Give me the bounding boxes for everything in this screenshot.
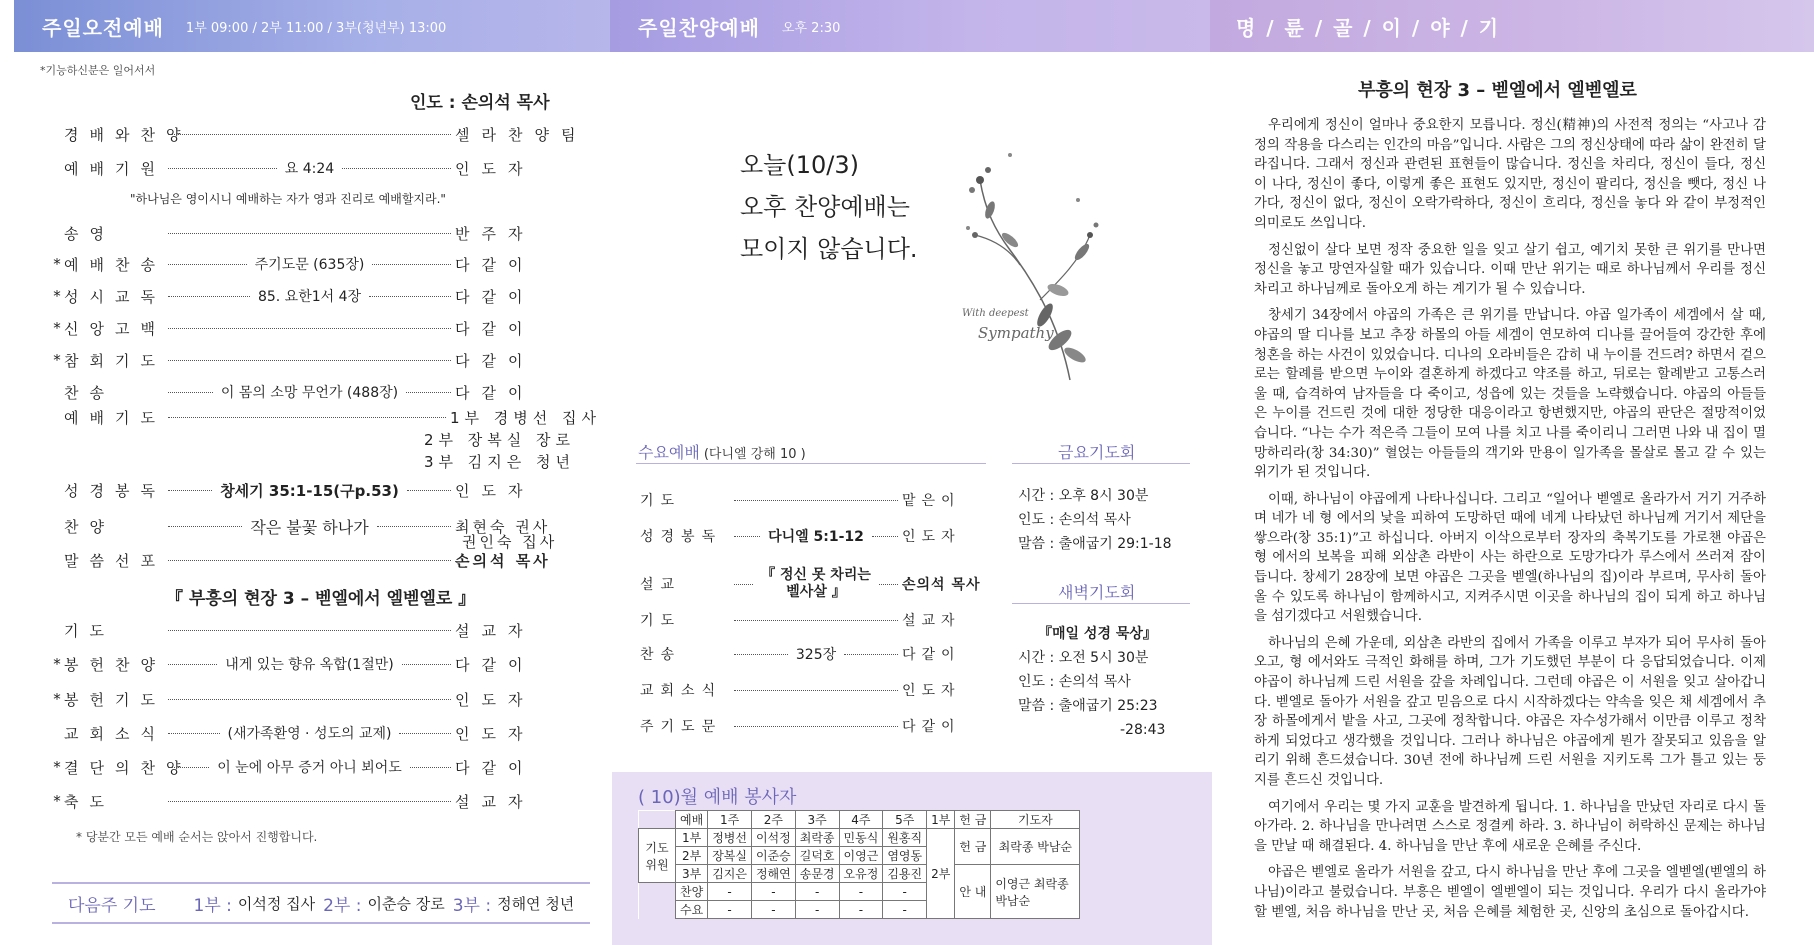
order-label: 교회소식 [640,683,723,699]
table-row [639,829,1080,847]
notice-line: 오늘(10/3) [740,151,859,179]
wednesday-subtitle: (다니엘 강해 10 ) [703,447,806,462]
table-cell: 최락종 박남순 [991,829,1080,865]
leader-dots [734,689,898,691]
wednesday-row [640,606,980,634]
table-cell: 민동식 [839,829,883,847]
wednesday-row [640,522,980,550]
order-label: 찬송 [640,647,682,663]
order-right: 다같이 [455,383,535,402]
table-header: 3주 [795,811,839,829]
order-row-scripture [50,478,560,502]
table-group: 기도 위원 [639,829,676,883]
header-column-title: 명 / 륜 / 골 / 이 / 야 / 기 [1236,15,1501,40]
table-header: 1주 [708,811,752,829]
order-row [50,721,560,745]
order-label: 봉헌찬양 [64,655,166,674]
leader-dots [844,653,898,655]
volunteers-table [638,810,1080,919]
leader-dots [369,295,451,297]
table-cell: 송문경 [795,865,839,883]
order-detail: 내게 있는 향유 옥합(1절만) [225,657,394,673]
leader-dots [168,663,217,665]
table-cell: 이준승 [751,847,795,865]
prayer-line-3: 3부 김지은 청년 [424,453,576,471]
stand-note: *기능하신분은 일어서서 [40,64,156,77]
order-row [50,348,560,372]
order-label: 결단의찬양 [64,758,192,777]
table-header: 4주 [839,811,883,829]
dawn-title: 새벽기도회 [1058,583,1136,602]
prayer-line-2: 2부 장복실 장로 [424,431,576,449]
header-morning-times: 1부 09:00 / 2부 11:00 / 3부(청년부) 13:00 [185,20,447,36]
order-right: 다같이 [455,319,535,338]
dawn-line: -28:43 [1120,722,1166,738]
table-cell: 원홍직 [883,829,927,847]
leader-dots [872,535,898,537]
dawn-line: 시간 : 오전 5시 30분 [1018,650,1149,666]
required-star: * [53,351,61,369]
order-right: 다같이 [455,351,535,370]
order-right: 다같이 [455,287,535,306]
leader-dots [168,167,277,169]
order-label: 참회기도 [64,351,166,370]
header-afternoon-times: 오후 2:30 [781,20,841,36]
order-label: 축도 [64,792,115,811]
table-header: 1부 [927,811,955,829]
order-label: 봉헌기도 [64,690,166,709]
scripture-quote: "하나님은 영이시니 예배하는 자가 영과 진리로 예배할지라." [130,192,446,206]
table-header: 헌 금 [955,811,991,829]
order-label: 예배찬송 [64,255,166,274]
leader-dots [168,800,451,802]
order-row [50,284,560,308]
leader-dots [168,327,451,329]
table-header: 2주 [751,811,795,829]
order-row [50,755,560,779]
divider [1012,463,1190,464]
table-cell [639,811,676,829]
order-detail: 이 몸의 소망 무언가 (488장) [220,385,399,401]
order-detail: 325장 [795,647,837,663]
column-paragraph: 정신없이 살다 보면 정작 중요한 일을 잊고 살기 쉽고, 예기치 못한 큰 위기를 만나면 정신을 놓고 망연자실할 때가 있습니다. 이때 만난 위기는 때로 하나님께서 우리를 정신 차리고 하나님께로 돌아오게 하는 계기가 될 수 있습니다. [1254,242,1766,297]
order-detail: 85. 요한1서 4장 [257,289,362,305]
leader-dots [734,653,788,655]
leader-dots [342,167,451,169]
table-cell: 염영동 [883,847,927,865]
order-right: 반주자 [455,224,535,243]
required-star: * [53,758,61,776]
table-cell: - [883,883,927,901]
column-paragraph: 여기에서 우리는 몇 가지 교훈을 발견하게 됩니다. 1. 하나님을 만났던 자리로 다시 돌아가라. 2. 하나님을 만나려면 스스로 정결케 하라. 3. 하나님이 허락하신 문제는 하나님을 만날 때 해결된다. 4. 하나님을 만난 후에 새로운 은혜를 주신다. [1254,799,1766,854]
order-detail: 요 4:24 [284,161,335,177]
header-column [1210,0,1814,52]
header-afternoon-title: 주일찬양예배 [638,15,760,40]
wednesday-row [640,676,980,704]
table-cell: 최락종 [795,829,839,847]
table-cell: - [795,883,839,901]
notice-line: 모이지 않습니다. [740,235,918,263]
order-label: 교회소식 [64,724,166,743]
leader-dots [168,359,451,361]
prayer-line-1: 1부 경병선 집사 [450,408,602,427]
leader-dots [168,732,220,734]
order-label: 주기도문 [640,719,723,735]
divider [1012,603,1190,604]
table-cell: - [839,883,883,901]
order-row [50,122,588,146]
table-cell: 김지은 [708,865,752,883]
required-star: * [53,255,61,273]
header-afternoon [610,0,1210,52]
order-right: 셀라찬양팀 [455,125,588,144]
leader-dots [168,766,209,768]
order-row-prayer [50,405,602,429]
required-star: * [53,319,61,337]
leader-dots [879,583,898,585]
table-cell: - [751,883,795,901]
order-right: 인도자 [455,690,535,709]
order-row-sermon [50,548,560,572]
table-cell: 1부 [676,829,708,847]
leader-dots [734,535,760,537]
order-row [50,652,560,676]
order-right: 맡은이 [902,493,961,509]
table-cell: - [795,901,839,919]
next-prayer-2: 이춘승 장로 [367,894,445,913]
leader-dots [168,263,247,265]
friday-line: 시간 : 오후 8시 30분 [1018,488,1149,504]
leader-dots [734,725,898,727]
notice-line: 오후 찬양예배는 [740,193,910,221]
order-label: 성경봉독 [64,481,166,500]
next-prayer-3-key: 3부 : [452,895,492,916]
order-label: 신앙고백 [64,319,166,338]
required-star: * [53,792,61,810]
order-row [50,618,560,642]
order-right: 다같이 [902,647,961,663]
flower-illustration [950,140,1110,390]
order-row [50,789,560,813]
order-detail: 『 정신 못 차리는 벨사살 』 [761,567,871,600]
volunteers-month: ( 10) [638,787,681,808]
table-cell: 수요 [676,901,708,919]
sermon-title: 『 부흥의 현장 3 – 벧엘에서 엘벧엘로 』 [166,589,476,609]
leader-dots [168,232,451,234]
seated-note: * 당분간 모든 예배 순서는 앉아서 진행합니다. [76,830,318,844]
leader-dots [734,583,753,585]
table-cell: 장복실 [708,847,752,865]
order-label: 예배기도 [64,408,166,427]
dawn-sub: 『매일 성경 묵상』 [1038,626,1157,642]
order-right: 인도자 [455,724,535,743]
table-cell: - [708,901,752,919]
order-right: 설교자 [455,792,535,811]
table-row [639,811,1080,829]
table-header: 5주 [883,811,927,829]
table-cell: 헌 금 [955,829,991,865]
column-paragraph: 하나님의 은혜 가운데, 외삼촌 라반의 집에서 가족을 이루고 부자가 되어 무사히 돌아오고, 형 에서와도 극적인 화해를 하며, 그가 기도했던 부분이 다 응답되었습니다. 이제 야곱이 하나님께 드린 서원을 갚을 차례입니다. 그런데 야곱은 이 서원을 잊고 살아갑니다. 벧엘로 돌아가 서원을 갚고 믿음으로 다시 시작하겠다는 약속을 잊은 채 세겜에서 추장 하몰에게서 밭을 사고, 그곳에 정착합니다. 야곱은 자수성가해서 이만큼 이루고 정착하게 되었다고 생각했을 것입니다. 그러나 하나님은 야곱에게 뭔가 잘못되고 있음을 알리기 위해 흔드셨습니다. 30년 전에 하나님께 드린 서원을 지키도록 그가 틀고 있는 둥지를 흔드신 것입니다. [1254,635,1766,788]
order-right: 설교자 [902,613,961,629]
table-cell: 정해연 [751,865,795,883]
wednesday-row [640,567,981,600]
dawn-line: 인도 : 손의석 목사 [1018,674,1131,690]
leader-dots [168,698,451,700]
leader-dots [406,391,451,393]
leader-dots [168,391,213,393]
order-row [50,380,560,404]
order-label: 예배기원 [64,159,166,178]
next-prayer-2-key: 2부 : [323,895,362,916]
table-row [639,865,1080,883]
next-prayer-1-key: 1부 : [193,895,232,916]
table-cell [639,901,676,919]
column-article [1254,116,1766,929]
order-detail: 이 눈에 아무 증거 아니 뵈어도 [217,760,402,776]
card-text-2: Sympathy [978,324,1054,342]
leader-dots [168,133,451,135]
friday-info [1018,484,1172,556]
order-row [50,316,560,340]
friday-line: 말씀 : 출애굽기 29:1-18 [1018,536,1172,552]
order-label: 기도 [640,493,682,509]
order-row [50,221,560,245]
order-right: 인도자 [455,481,535,500]
next-week-prayer [52,882,590,924]
leader-dots [734,499,898,501]
leader-dots [734,619,898,621]
table-cell [991,865,1080,919]
table-cell: 이영근 [839,847,883,865]
order-detail: 주기도문 (635장) [254,257,365,273]
order-label: 설교 [640,577,682,593]
next-prayer-1: 이석정 집사 [237,894,316,913]
choir-song: 작은 불꽃 하나가 [250,517,369,537]
order-label: 기도 [64,621,115,640]
order-label: 기도 [640,613,682,629]
wednesday-title-text: 수요예배 [638,443,700,462]
divider [636,463,986,464]
column-paragraph: 우리에게 정신이 얼마나 중요한지 모릅니다. 정신(精神)의 사전적 정의는 “사고나 감정의 작용을 다스리는 인간의 마음”입니다. 사람은 그의 정신상태에 따라 삶이 완전히 달라집니다. 그래서 정신과 관련된 표현들이 많습니다. 정신을 차리다, 정신이 들다, 정신이 나다, 정신이 좋다, 이렇게 좋은 표현도 있지만, 정신이 팔리다, 정신을 뺏다, 정신 나가다, 정신이 없다, 정신이 오락가락하다, 정신이 흐리다, 정신을 놓다 와 같이 부정적인 의미로도 쓰입니다. [1254,118,1766,231]
friday-title: 금요기도회 [1058,443,1136,462]
order-row [50,252,560,276]
wednesday-row [640,640,980,668]
order-right: 다같이 [902,719,961,735]
table-cell: 오유정 [839,865,883,883]
order-label: 송영 [64,224,115,243]
card-text-1: With deepest [962,308,1029,319]
dawn-info [1018,622,1165,742]
order-label: 경배와찬양 [64,125,192,144]
dawn-line: 말씀 : 출애굽기 25:23 [1018,698,1158,714]
leader-dots [168,295,250,297]
order-right: 인도자 [902,683,961,699]
order-label: 성시교독 [64,287,166,306]
order-row [50,156,560,180]
leader-dots [168,629,451,631]
next-prayer-3: 정해연 청년 [497,894,575,913]
friday-line: 인도 : 손의석 목사 [1018,512,1131,528]
table-cell: 찬양 [676,883,708,901]
volunteers-title-text: 월 예배 봉사자 [680,787,797,808]
service-leader: 인도 : 손의석 목사 [410,93,550,113]
table-cell: 김용진 [883,865,927,883]
order-detail: (새가족환영 · 성도의 교제) [227,726,392,742]
preacher: 손의석 목사 [455,551,551,570]
order-label: 찬양 [64,517,115,536]
choir-singer-2: 권인숙 집사 [462,533,558,551]
table-header: 예배 [676,811,708,829]
wednesday-row [640,712,980,740]
table-cell: - [883,901,927,919]
table-cell: 2부 [676,847,708,865]
order-right: 다같이 [455,655,535,674]
table-cell: 정병선 [708,829,752,847]
order-right: 인도자 [902,529,961,545]
table-cell: - [839,901,883,919]
required-star: * [53,690,61,708]
order-right: 설교자 [455,621,535,640]
wednesday-row [640,486,980,514]
table-cell: - [751,901,795,919]
guide-name: 박남순 [995,893,1031,908]
leader-dots [399,732,451,734]
guide-name: 이영근 최락종 [995,876,1069,891]
table-cell: - [708,883,752,901]
required-star: * [53,655,61,673]
wednesday-title [638,440,806,463]
table-cell: 길덕호 [795,847,839,865]
order-label: 성경봉독 [640,529,723,545]
leader-dots [402,663,451,665]
order-right: 다같이 [455,758,535,777]
table-cell [639,883,676,901]
column-title: 부흥의 현장 3 – 벧엘에서 엘벧엘로 [1358,80,1637,101]
order-label: 말씀선포 [64,551,166,570]
column-paragraph: 야곱은 벧엘로 올라가 서원을 갚고, 다시 하나님을 만난 후에 그곳을 엘벧엘(벧엘의 하나님)이라고 불렀습니다. 부흥은 벧엘이 엘벧엘이 되는 것입니다. 우리가 다시 올라가야 할 벧엘, 처음 하나님을 만난 곳, 처음 은혜를 체험한 곳, 신앙의 초심으로 돌아갑시다. [1254,865,1766,920]
table-cell: 이석정 [751,829,795,847]
afternoon-notice [740,144,918,270]
column-paragraph: 창세기 34장에서 야곱의 가족은 큰 위기를 만납니다. 야곱 일가족이 세겜에서 살 때, 야곱의 딸 디나를 보고 추장 하몰의 아들 세겜이 연모하여 디나를 끌어들여 강간한 후에 청혼을 하는 사건이 있었습니다. 디나의 오라비들은 감히 내 누이를 건드려? 하면서 겉으로는 할례를 받으면 누이와 결혼하게 하겠다고 약조를 하고, 뒤로는 할례받고 고통스러울 때, 습격하여 남자들을 다 죽이고, 성읍에 있는 것들을 노략했습니다. 야곱의 아들들은 누이를 건드린 것에 대한 정당한 대응이라고 항변했지만, 야곱의 판단은 절망적이었습니다. “나는 수가 적은즉 그들이 모여 나를 치고 나를 죽이리니 그러면 나와 내 집이 멸망하리라(창 34:30)” 혈얹는 아들들의 객기와 만용이 일가족을 몰살로 몰고 갈 수 있는 위기가 된 것입니다. [1254,308,1766,481]
leader-dots [410,766,451,768]
column-paragraph: 이때, 하나님이 야곱에게 나타나십니다. 그리고 “일어나 벧엘로 올라가서 거기 거주하며 네가 네 형 에서의 낯을 피하여 도망하던 때에 네게 나타났던 하나님께 거기서 제단을 쌓으라(창 35:1)”고 하십니다. 아버지 이삭으로부터 장자의 축복기도를 가로챈 야곱은 형 에서의 보복을 피해 외삼촌 라반이 사는 하란으로 도망가다가 루스에서 쓰러져 잠이 듭니다. 창세기 28장에 보면 야곱은 그곳을 벧엘(하나님의 집)이라 부르며, 무사히 돌아올 수 있도록 하나님이 함께하시고, 지켜주시면 이곳을 하나님의 집이 되게 하고 하나님을 섬기겠다고 서원했습니다. [1254,491,1766,625]
leader-dots [372,263,451,265]
required-star: * [53,287,61,305]
choir-singer-1: 최현숙 권사 [455,517,551,536]
order-row [50,687,560,711]
table-cell: 3부 [676,865,708,883]
table-header: 기도자 [991,811,1080,829]
order-label: 찬송 [64,383,115,402]
next-prayer-label: 다음주 기도 [68,895,156,916]
order-detail: 다니엘 5:1-12 [768,529,864,545]
order-right: 다같이 [455,255,535,274]
scripture-ref: 창세기 35:1-15(구p.53) [220,481,399,500]
table-cell: 2부 [927,829,955,919]
header-morning-title: 주일오전예배 [42,15,164,40]
volunteers-title [638,783,796,809]
order-right: 인도자 [455,159,535,178]
order-right: 손의석 목사 [902,577,981,593]
table-cell: 안 내 [955,865,991,919]
header-morning [14,0,624,52]
